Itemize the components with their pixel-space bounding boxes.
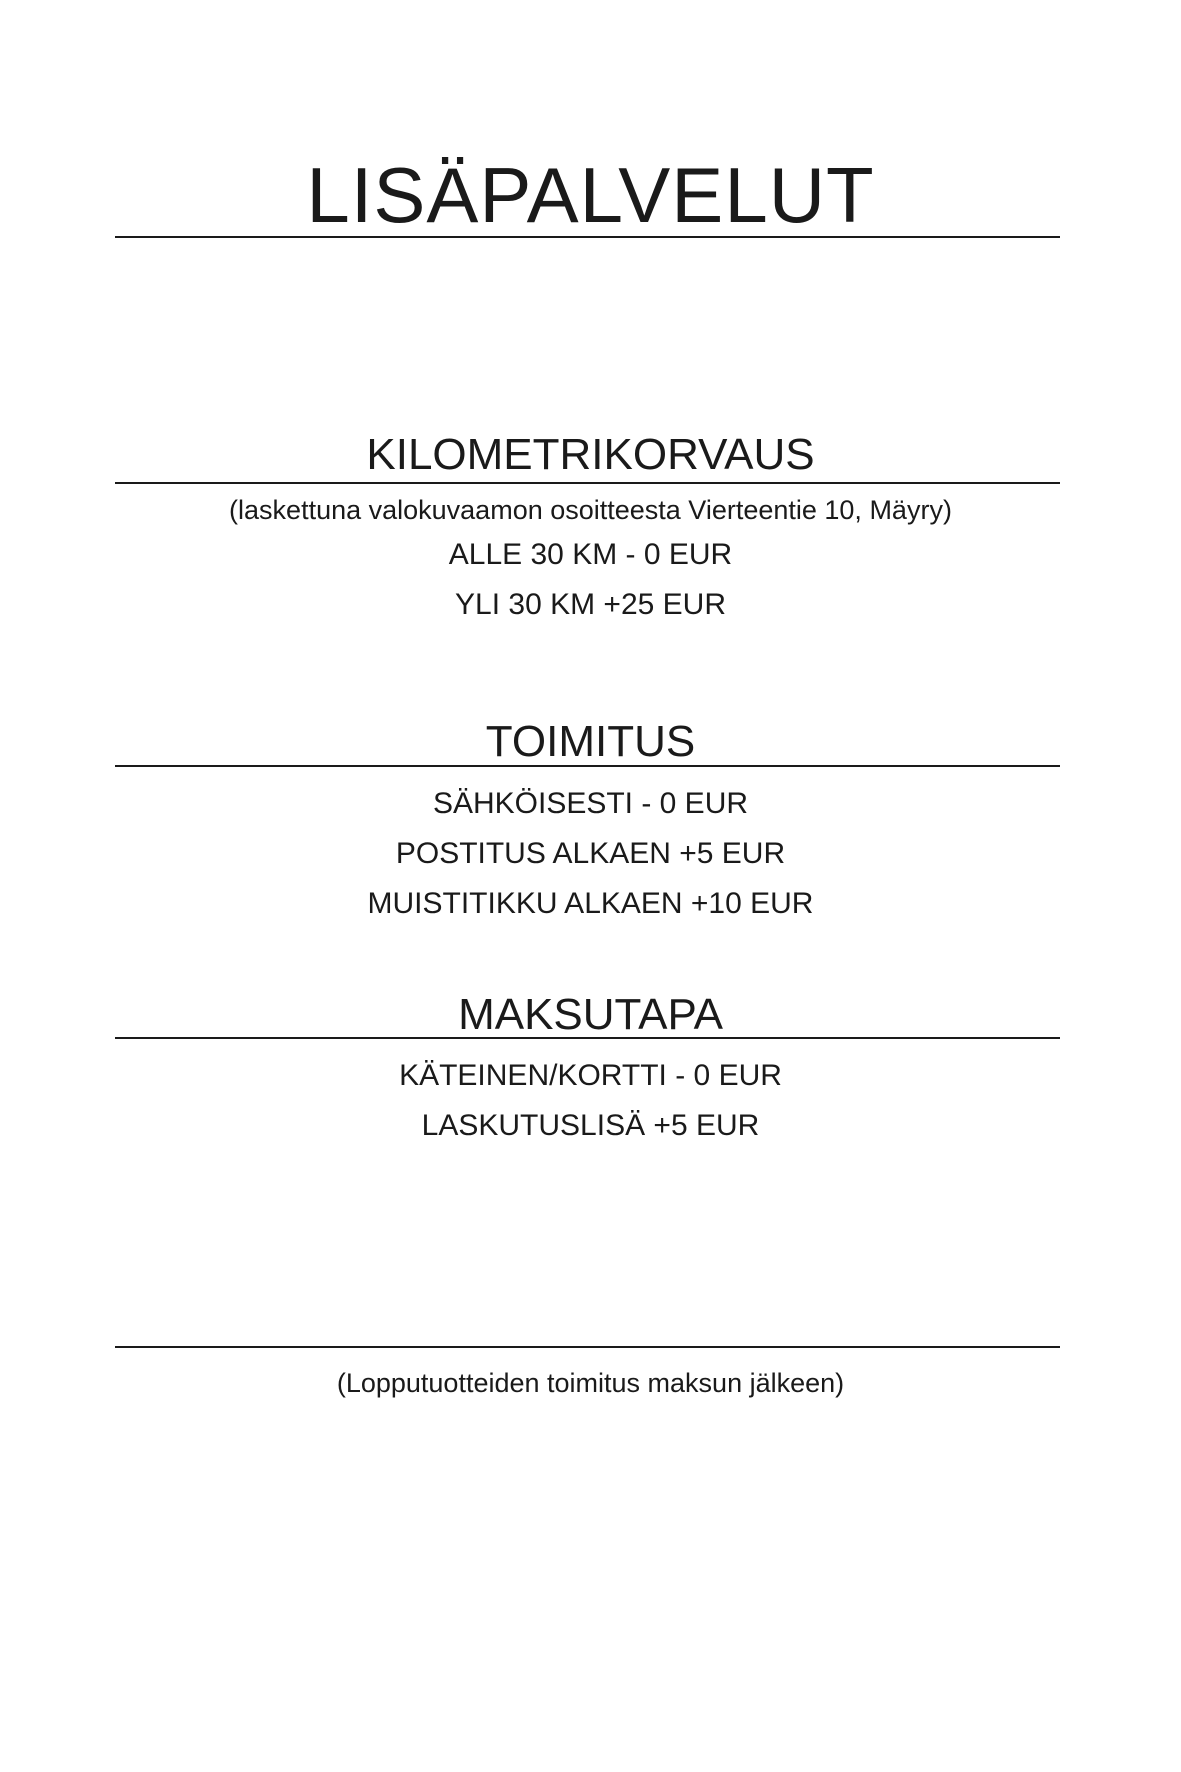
- price-line: KÄTEINEN/KORTTI - 0 EUR: [399, 1059, 782, 1092]
- section-heading-toimitus: TOIMITUS: [485, 717, 696, 766]
- price-line: MUISTITIKKU ALKAEN +10 EUR: [367, 887, 814, 920]
- title-divider: [115, 236, 1060, 238]
- price-line: LASKUTUSLISÄ +5 EUR: [421, 1109, 760, 1142]
- price-line: ALLE 30 KM - 0 EUR: [448, 538, 733, 571]
- price-line: POSTITUS ALKAEN +5 EUR: [395, 837, 786, 870]
- section-divider: [115, 765, 1060, 767]
- footer-divider: [115, 1346, 1060, 1348]
- section-heading-kilometrikorvaus: KILOMETRIKORVAUS: [366, 430, 815, 479]
- section-divider: [115, 1037, 1060, 1039]
- section-divider: [115, 482, 1060, 484]
- section-note: (laskettuna valokuvaamon osoitteesta Vierteentie 10, Mäyry): [229, 495, 952, 525]
- footer-note: (Lopputuotteiden toimitus maksun jälkeen): [336, 1368, 845, 1398]
- price-line: YLI 30 KM +25 EUR: [455, 588, 726, 621]
- section-heading-maksutapa: MAKSUTAPA: [458, 990, 723, 1039]
- page-title: LISÄPALVELUT: [306, 151, 875, 239]
- price-line: SÄHKÖISESTI - 0 EUR: [432, 787, 749, 820]
